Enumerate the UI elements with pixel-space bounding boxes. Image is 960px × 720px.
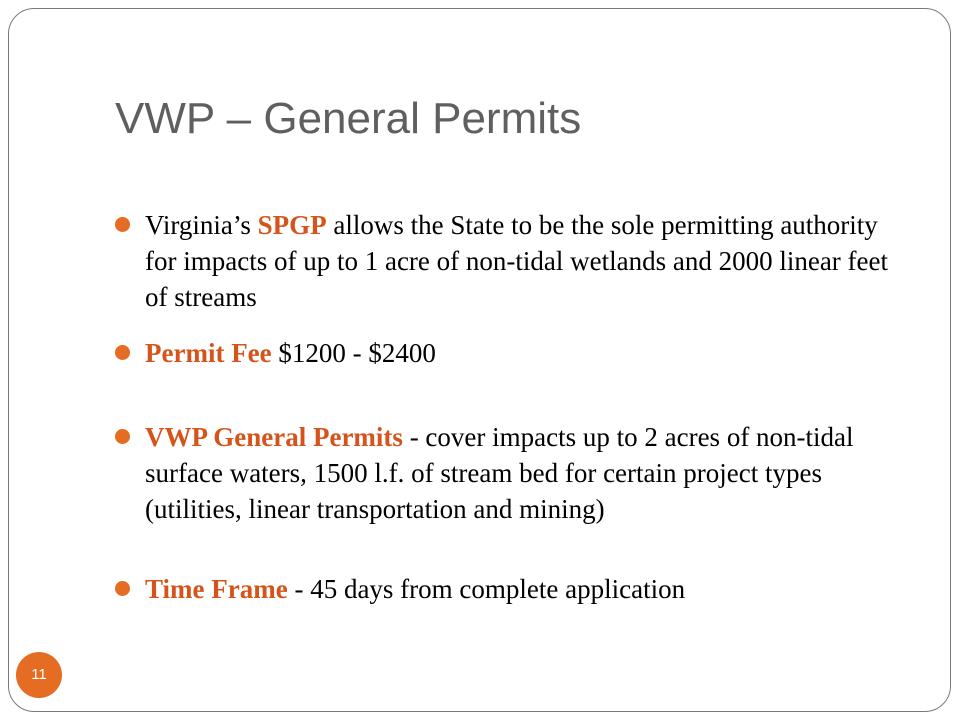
- bullet-dot-icon: [115, 581, 130, 596]
- bullet-highlight: SPGP: [257, 210, 327, 240]
- bullet-text: $1200 - $2400: [271, 338, 436, 368]
- bullet-time-frame: [115, 571, 915, 607]
- bullet-dot-icon: [115, 345, 130, 360]
- bullet-text: allows the State to be the sole permitting authority for impacts of up to 1 acre of non-tidal wetlands and 2000 linear feet of streams: [145, 210, 889, 312]
- bullet-prefix: Virginia’s: [145, 210, 258, 240]
- slide-title: VWP – General Permits: [115, 94, 582, 143]
- bullet-text: - cover impacts up to 2 acres of non-tidal surface waters, 1500 l.f. of stream bed for certain project types (utilities, linear transportation and mining): [145, 422, 854, 524]
- bullet-highlight: Time Frame: [145, 574, 288, 604]
- bullet-dot-icon: [115, 429, 130, 444]
- bullet-text: - 45 days from complete application: [287, 574, 686, 604]
- bullet-vwp-general-permits: [115, 419, 915, 527]
- bullet-spgp: [115, 207, 915, 315]
- slide-frame: [8, 8, 951, 712]
- bullet-list: [115, 207, 915, 607]
- bullet-highlight: Permit Fee: [145, 338, 272, 368]
- bullet-highlight: VWP General Permits: [145, 422, 403, 452]
- bullet-permit-fee: [115, 335, 915, 371]
- bullet-dot-icon: [115, 217, 130, 232]
- page-number-badge: 11: [16, 652, 62, 698]
